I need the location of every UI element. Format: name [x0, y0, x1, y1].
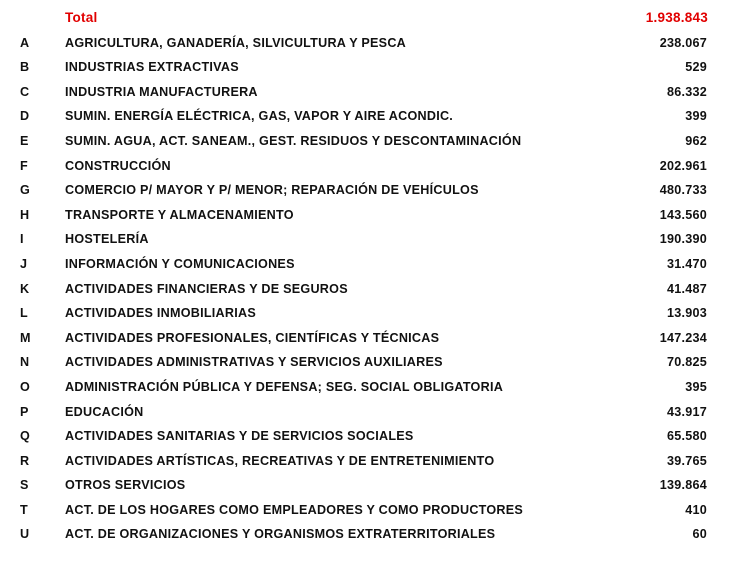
table-row [0, 424, 729, 449]
sector-value: 238.067 [659, 35, 707, 50]
sector-value: 139.864 [659, 478, 707, 493]
table-row [0, 498, 729, 523]
table-row [0, 104, 729, 129]
sector-code: O [20, 379, 31, 394]
sector-code: J [20, 256, 28, 271]
sector-value: 60 [692, 527, 707, 542]
table-row [0, 203, 729, 228]
sector-code: T [20, 502, 28, 517]
sector-value: 31.470 [666, 256, 707, 271]
sector-code: D [20, 109, 30, 124]
table-row [0, 252, 729, 277]
sector-label: OTROS SERVICIOS [65, 478, 186, 493]
table-row [0, 277, 729, 302]
sector-value: 395 [685, 379, 707, 394]
sector-value: 13.903 [666, 306, 707, 321]
sector-label: ACTIVIDADES ARTÍSTICAS, RECREATIVAS Y DE ENTRETENIMIENTO [65, 453, 495, 468]
sector-value: 202.961 [659, 158, 707, 173]
sector-code: U [20, 527, 30, 542]
sector-label: CONSTRUCCIÓN [65, 158, 171, 173]
table-row [0, 449, 729, 474]
sector-value: 70.825 [666, 355, 707, 370]
sector-label: ACT. DE LOS HOGARES COMO EMPLEADORES Y COMO PRODUCTORES [65, 502, 524, 517]
sector-value: 480.733 [659, 183, 707, 198]
table-row [0, 301, 729, 326]
sector-code: N [20, 355, 30, 370]
total-label: Total [65, 10, 98, 25]
sector-value: 41.487 [666, 281, 707, 296]
table-row [0, 31, 729, 56]
table-row [0, 55, 729, 80]
table-row [0, 227, 729, 252]
sector-value: 962 [685, 133, 707, 148]
total-value: 1.938.843 [645, 10, 708, 25]
sector-value: 147.234 [659, 330, 707, 345]
table-row [0, 154, 729, 179]
sector-code: C [20, 84, 30, 99]
sector-label: HOSTELERÍA [65, 232, 149, 247]
sector-label: TRANSPORTE Y ALMACENAMIENTO [65, 207, 294, 222]
sector-label: ADMINISTRACIÓN PÚBLICA Y DEFENSA; SEG. SOCIAL OBLIGATORIA [65, 379, 504, 394]
table-row [0, 400, 729, 425]
sector-label: AGRICULTURA, GANADERÍA, SILVICULTURA Y PESCA [65, 35, 407, 50]
sector-value: 399 [685, 109, 707, 124]
table-row [0, 522, 729, 547]
sector-value: 65.580 [666, 429, 707, 444]
table-row [0, 473, 729, 498]
sector-label: INDUSTRIAS EXTRACTIVAS [65, 60, 239, 75]
sector-label: ACT. DE ORGANIZACIONES Y ORGANISMOS EXTRATERRITORIALES [65, 527, 496, 542]
sector-label: ACTIVIDADES INMOBILIARIAS [65, 306, 256, 321]
sector-value: 39.765 [666, 453, 707, 468]
sector-label: ACTIVIDADES FINANCIERAS Y DE SEGUROS [65, 281, 348, 296]
sector-label: EDUCACIÓN [65, 404, 144, 419]
sector-code: P [20, 404, 29, 419]
sector-label: SUMIN. ENERGÍA ELÉCTRICA, GAS, VAPOR Y AIRE ACONDIC. [65, 109, 454, 124]
total-row [0, 6, 729, 31]
table-row [0, 350, 729, 375]
sector-code: G [20, 183, 31, 198]
sector-code: E [20, 133, 29, 148]
sector-label: SUMIN. AGUA, ACT. SANEAM., GEST. RESIDUOS Y DESCONTAMINACIÓN [65, 133, 522, 148]
sector-label: ACTIVIDADES SANITARIAS Y DE SERVICIOS SOCIALES [65, 429, 414, 444]
sector-label: ACTIVIDADES PROFESIONALES, CIENTÍFICAS Y TÉCNICAS [65, 330, 440, 345]
sector-code: K [20, 281, 30, 296]
table-row [0, 178, 729, 203]
sector-label: INDUSTRIA MANUFACTURERA [65, 84, 258, 99]
sector-value: 43.917 [666, 404, 707, 419]
sector-value: 143.560 [659, 207, 707, 222]
sector-value: 190.390 [659, 232, 707, 247]
sector-value: 86.332 [666, 84, 707, 99]
sector-code: M [20, 330, 31, 345]
table-row [0, 375, 729, 400]
sector-code: A [20, 35, 30, 50]
sector-table [0, 6, 729, 547]
sector-code: F [20, 158, 28, 173]
sector-label: INFORMACIÓN Y COMUNICACIONES [65, 256, 295, 271]
sector-code: R [20, 453, 30, 468]
sector-value: 410 [685, 502, 707, 517]
sector-code: I [20, 232, 24, 247]
sector-label: ACTIVIDADES ADMINISTRATIVAS Y SERVICIOS AUXILIARES [65, 355, 443, 370]
table-row [0, 326, 729, 351]
sector-code: L [20, 306, 28, 321]
table-row [0, 129, 729, 154]
sector-code: S [20, 478, 29, 493]
table-row [0, 80, 729, 105]
sector-label: COMERCIO P/ MAYOR Y P/ MENOR; REPARACIÓN DE VEHÍCULOS [65, 183, 479, 198]
sector-code: Q [20, 429, 31, 444]
sector-value: 529 [685, 60, 707, 75]
sector-code: B [20, 60, 30, 75]
sector-code: H [20, 207, 30, 222]
